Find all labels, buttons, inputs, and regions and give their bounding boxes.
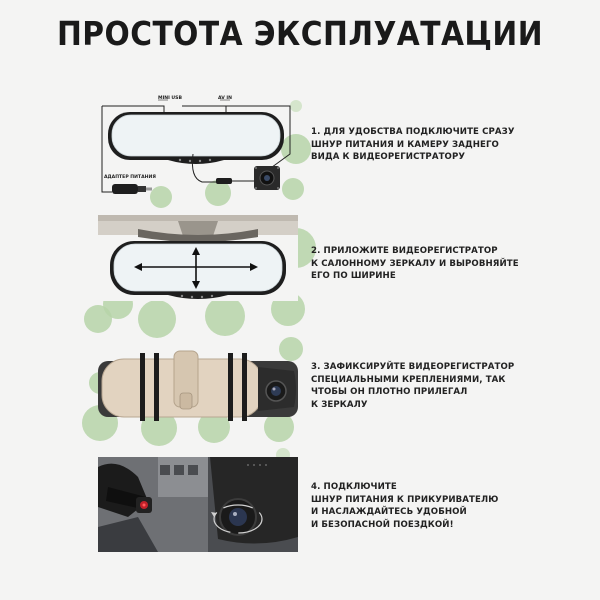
page-title: ПРОСТОТА ЭКСПЛУАТАЦИИ (57, 14, 543, 53)
mirror-cables-diagram (98, 94, 298, 202)
decor-dot (138, 300, 176, 338)
step-2-line: ЕГО ПО ШИРИНЕ (311, 271, 396, 281)
step-4-illustration (98, 457, 298, 552)
mirror-alignment-diagram (98, 215, 298, 301)
step-1-line: ШНУР ПИТАНИЯ И КАМЕРУ ЗАДНЕГО (311, 139, 499, 150)
step-3-line: ЧТОБЫ ОН ПЛОТНО ПРИЛЕГАЛ (311, 387, 468, 397)
step-3-line: 3. ЗАФИКСИРУЙТЕ ВИДЕОРЕГИСТРАТОР (311, 362, 515, 372)
step-1-line: ВИДА К ВИДЕОРЕГИСТРАТОРУ (311, 152, 466, 162)
step-2-text (311, 245, 526, 283)
step-4-line: И БЕЗОПАСНОЙ ПОЕЗДКОЙ! (311, 519, 454, 530)
plug-in-photo (98, 457, 298, 552)
step-1-line: 1. ДЛЯ УДОБСТВА ПОДКЛЮЧИТЕ СРАЗУ (311, 127, 515, 137)
step-2-line: 2. ПРИЛОЖИТЕ ВИДЕОРЕГИСТРАТОР (311, 246, 498, 256)
av-in-label: AV IN (218, 96, 232, 101)
step-2-line: К САЛОННОМУ ЗЕРКАЛУ И ВЫРОВНЯЙТЕ (311, 258, 519, 269)
step-1-text (311, 126, 526, 164)
step-4-line: 4. ПОДКЛЮЧИТЕ (311, 482, 397, 492)
adapter-label: АДАПТЕР ПИТАНИЯ (104, 175, 156, 180)
decor-dot (205, 296, 245, 336)
step-3-illustration (98, 345, 298, 425)
step-4-line: И НАСЛАЖДАЙТЕСЬ УДОБНОЙ (311, 507, 467, 517)
step-3-line: К ЗЕРКАЛУ (311, 399, 368, 410)
mirror-straps-diagram (98, 345, 298, 425)
decor-dot (84, 305, 112, 333)
step-3-text (311, 361, 526, 411)
step-1-illustration (98, 94, 298, 202)
step-3-line: СПЕЦИАЛЬНЫМИ КРЕПЛЕНИЯМИ, ТАК (311, 374, 506, 385)
mini-usb-label: MINI USB (158, 96, 182, 101)
step-4-text (311, 481, 526, 531)
step-4-line: ШНУР ПИТАНИЯ К ПРИКУРИВАТЕЛЮ (311, 494, 499, 505)
step-2-illustration (98, 215, 298, 301)
